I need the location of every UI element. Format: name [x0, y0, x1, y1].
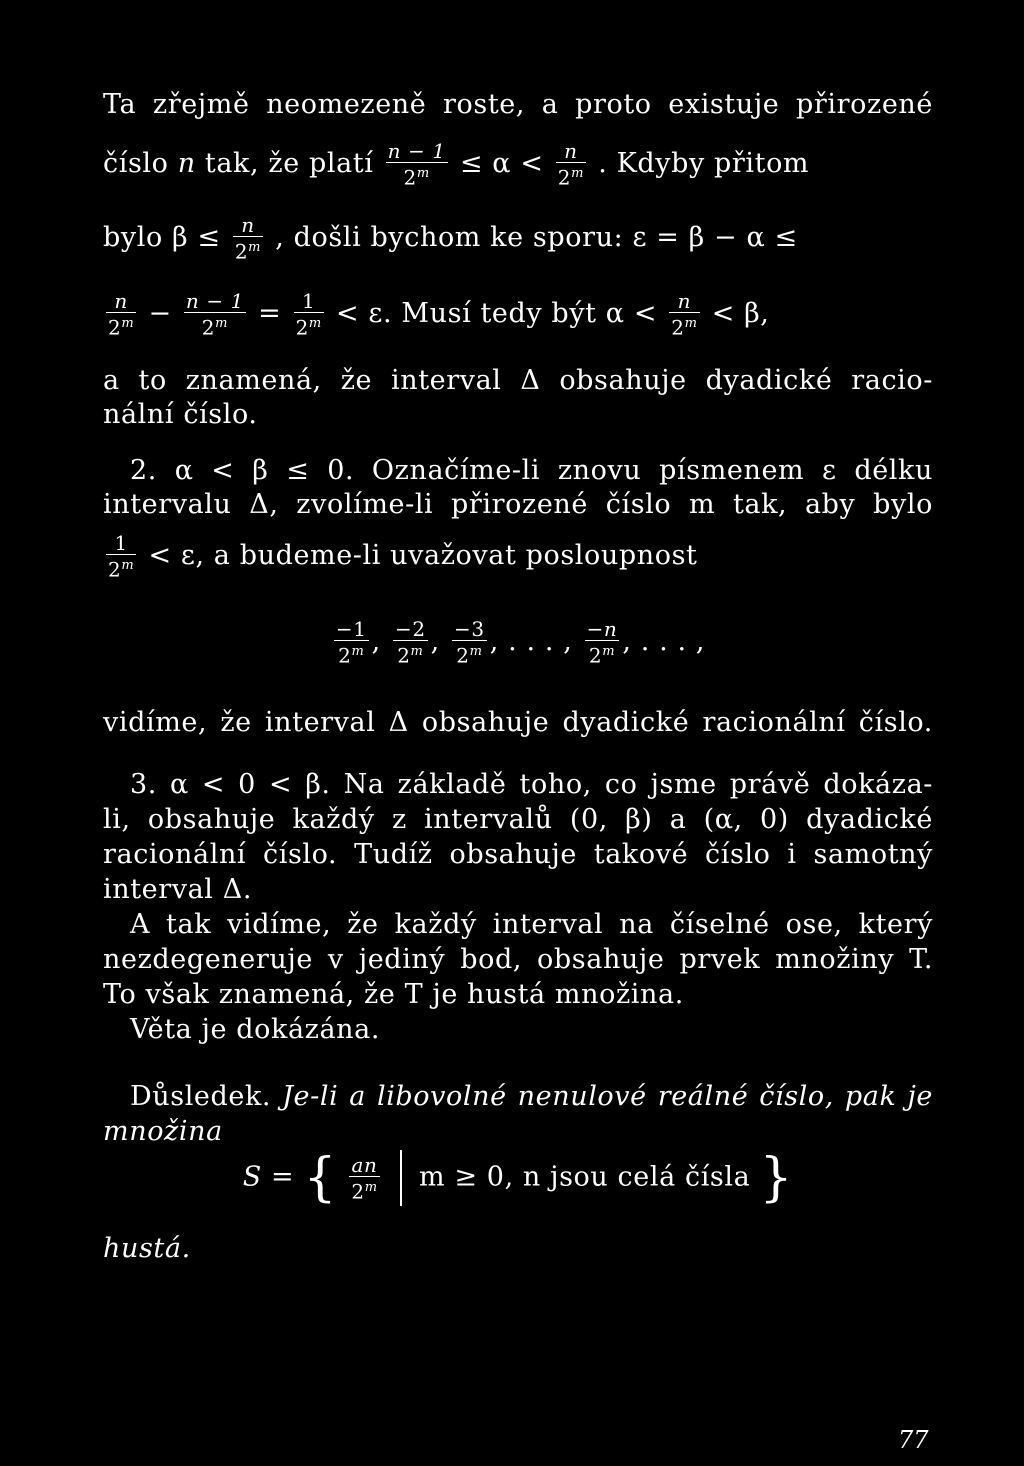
text-line-11: 3. α < 0 < β. Na základě toho, co jsme právě dokáza-	[130, 769, 933, 800]
text-line-8: intervalu Δ, zvolíme-li přirozené číslo m tak, aby bylo	[103, 489, 933, 520]
text-line-15: A tak vidíme, že každý interval na číselné ose, který	[130, 909, 933, 940]
page-number: 77	[898, 1426, 929, 1454]
text-line-1: Ta zřejmě neomezeně roste, a proto existuje přirozené	[103, 89, 933, 120]
text-span: bylo β ≤	[103, 221, 221, 253]
denominator-exponent: m	[571, 166, 585, 181]
fraction-denominator	[184, 312, 246, 339]
text-span: tak, že platí	[204, 147, 374, 179]
denominator-base: 2	[671, 315, 685, 340]
fraction-denominator	[393, 640, 428, 667]
fraction-numerator: n	[564, 139, 578, 163]
fraction-numerator: −1	[335, 617, 367, 641]
denominator-base: 2	[108, 557, 122, 582]
sequence-formula	[103, 618, 933, 667]
denominator-base: 2	[456, 643, 470, 668]
text-line-6: nální číslo.	[103, 399, 258, 430]
denominator-exponent: m	[416, 166, 430, 181]
denominator-base: 2	[338, 643, 352, 668]
denominator-base: 2	[295, 315, 309, 340]
fraction-denominator	[349, 1176, 379, 1203]
fraction	[452, 618, 487, 667]
denominator-exponent: m	[351, 644, 365, 659]
fraction-denominator	[106, 554, 136, 581]
fraction-denominator	[556, 162, 586, 189]
set-close-brace: }	[759, 1148, 794, 1208]
text-line-16: nezdegeneruje v jediný bod, obsahuje prvek množiny T.	[103, 944, 933, 975]
fraction-numerator: 1	[114, 531, 128, 555]
fraction	[294, 290, 324, 339]
denominator-exponent: m	[308, 316, 322, 331]
fraction-denominator	[669, 312, 699, 339]
denominator-base: 2	[108, 315, 122, 340]
denominator-exponent: m	[364, 1179, 378, 1195]
fraction-denominator	[386, 162, 448, 189]
denominator-base: 2	[201, 315, 216, 340]
denominator-exponent: m	[215, 316, 229, 331]
text-line-3	[103, 214, 933, 263]
text-span: číslo	[103, 147, 169, 179]
corollary-statement: Je-li a libovolné nenulové reálné číslo, pak je	[282, 1081, 933, 1112]
text-line-12: li, obsahuje každý z intervalů (0, β) a (α, 0) dyadické	[103, 804, 933, 835]
fraction-numerator: n − 1	[185, 289, 244, 313]
set-condition: m ≥ 0, n jsou celá čísla	[419, 1161, 751, 1193]
denominator-exponent: m	[410, 644, 424, 659]
fraction-numerator: n	[114, 289, 128, 313]
denominator-base: 2	[557, 165, 572, 190]
text-span: < ε. Musí tedy být α <	[336, 297, 658, 329]
text-line-10: vidíme, že interval Δ obsahuje dyadické racionální číslo.	[103, 707, 933, 738]
fraction-denominator	[294, 312, 324, 339]
denominator-base: 2	[397, 643, 411, 668]
separator: ,	[371, 625, 381, 657]
text-span: −	[148, 297, 172, 329]
text-line-5: a to znamená, že interval Δ obsahuje dyadické racio-	[103, 365, 933, 396]
fraction	[334, 618, 369, 667]
text-span: ≤ α <	[459, 147, 544, 179]
text-line-17: To však znamená, že T je hustá množina.	[103, 979, 684, 1010]
denominator-exponent: m	[121, 558, 135, 573]
denominator-base: 2	[588, 643, 603, 668]
fraction	[386, 140, 448, 189]
fraction-denominator	[233, 236, 263, 263]
set-name: S =	[242, 1161, 295, 1193]
denominator-base: 2	[403, 165, 417, 190]
fraction	[106, 532, 136, 581]
fraction-numerator: n	[241, 213, 255, 237]
denominator-exponent: m	[248, 240, 262, 255]
text-line-13: racionální číslo. Tudíž obsahuje takové číslo i samotný	[103, 839, 933, 870]
denominator-base: 2	[351, 1179, 365, 1204]
corollary-label: Důsledek.	[130, 1081, 272, 1112]
fraction	[106, 290, 136, 339]
text-span: . Kdyby přitom	[598, 147, 810, 179]
text-line-4	[103, 290, 933, 339]
fraction	[556, 140, 586, 189]
fraction	[233, 214, 263, 263]
text-line-7: 2. α < β ≤ 0. Označíme-li znovu písmenem ε délku	[130, 455, 933, 486]
text-line-2	[103, 140, 933, 189]
fraction	[349, 1154, 379, 1203]
fraction-numerator: −n	[586, 617, 618, 641]
set-open-brace: {	[303, 1148, 338, 1208]
text-line-9	[103, 532, 933, 581]
fraction-numerator: an	[351, 1152, 378, 1177]
text-span: =	[258, 297, 282, 329]
denominator-base: 2	[234, 239, 249, 264]
text-span: , došli bychom ke sporu: ε = β − α ≤	[275, 221, 798, 253]
fraction	[669, 290, 699, 339]
fraction-denominator	[106, 312, 136, 339]
text-span: < ε, a budeme-li uvažovat posloupnost	[148, 539, 698, 571]
set-formula	[103, 1150, 933, 1206]
ellipsis: , . . . ,	[489, 625, 573, 657]
fraction-numerator: −3	[454, 617, 485, 641]
text-line-20: množina	[103, 1116, 223, 1147]
set-divider	[400, 1150, 402, 1206]
text-line-14: interval Δ.	[103, 874, 253, 905]
fraction-denominator	[452, 640, 487, 667]
text-line-21: hustá.	[103, 1233, 191, 1264]
fraction	[585, 618, 620, 667]
text-line-19	[130, 1080, 933, 1114]
denominator-exponent: m	[469, 644, 483, 659]
fraction-numerator: 1	[302, 289, 316, 313]
fraction	[184, 290, 246, 339]
separator: ,	[430, 625, 440, 657]
text-span: < β,	[711, 297, 770, 329]
ellipsis: , . . . ,	[622, 625, 706, 657]
fraction-denominator	[334, 640, 369, 667]
denominator-exponent: m	[121, 316, 135, 331]
denominator-exponent: m	[602, 644, 616, 659]
fraction-numerator: n	[677, 289, 692, 313]
fraction	[393, 618, 428, 667]
fraction-denominator	[585, 640, 620, 667]
denominator-exponent: m	[684, 316, 698, 331]
fraction-numerator: n − 1	[387, 139, 446, 163]
text-line-18: Věta je dokázána.	[130, 1014, 381, 1045]
fraction-numerator: −2	[394, 617, 426, 641]
var-n: n	[177, 147, 196, 179]
